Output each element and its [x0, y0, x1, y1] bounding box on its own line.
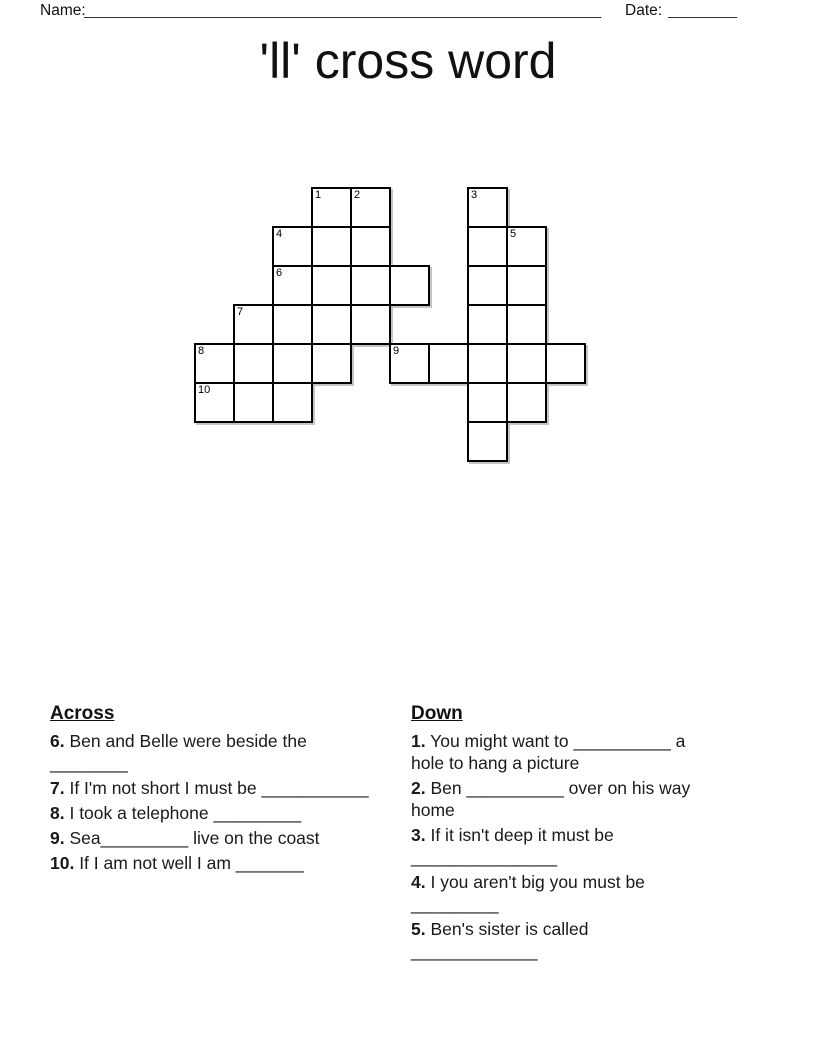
clue-number: 8. — [50, 803, 65, 823]
grid-cell[interactable] — [233, 304, 274, 345]
down-clue-item — [411, 777, 709, 821]
down-clue-item — [411, 871, 709, 915]
grid-cell[interactable] — [233, 343, 274, 384]
grid-cell[interactable] — [467, 187, 508, 228]
grid-cell[interactable] — [350, 304, 391, 345]
clue-text: Ben and Belle were beside the ________ — [50, 731, 307, 773]
across-clue-item — [50, 802, 372, 824]
name-label: Name: — [40, 2, 86, 19]
worksheet-title: 'll' cross word — [259, 33, 557, 89]
cell-number: 8 — [198, 345, 205, 357]
clue-text: If it isn't deep it must be _______________ — [411, 825, 614, 867]
grid-cell[interactable] — [350, 187, 391, 228]
cell-number: 10 — [198, 384, 211, 396]
clue-number: 5. — [411, 919, 426, 939]
clue-text: I took a telephone _________ — [64, 803, 302, 823]
grid-cell[interactable] — [272, 226, 313, 267]
date-label: Date: — [625, 2, 663, 19]
grid-cell[interactable] — [506, 304, 547, 345]
down-clues-section — [411, 703, 709, 965]
cell-number: 7 — [237, 306, 244, 318]
grid-cell[interactable] — [467, 382, 508, 423]
grid-cell[interactable] — [311, 304, 352, 345]
grid-cell[interactable] — [272, 343, 313, 384]
clue-text: You might want to __________ a hole to hang a picture — [411, 731, 686, 773]
cell-number: 5 — [510, 228, 517, 240]
down-clue-item — [411, 730, 709, 774]
clue-number: 1. — [411, 731, 426, 751]
across-clue-item — [50, 852, 372, 874]
grid-cell[interactable] — [389, 343, 430, 384]
clue-text: If I am not well I am _______ — [74, 853, 304, 873]
grid-cell[interactable] — [506, 343, 547, 384]
grid-cell[interactable] — [311, 265, 352, 306]
clue-text: Ben __________ over on his way home — [411, 778, 691, 820]
down-clue-item — [411, 918, 709, 962]
clue-number: 9. — [50, 828, 65, 848]
crossword-grid — [194, 187, 588, 464]
across-clue-item — [50, 730, 372, 774]
grid-cell[interactable] — [194, 382, 235, 423]
grid-cell[interactable] — [467, 343, 508, 384]
clue-text: Sea_________ live on the coast — [64, 828, 320, 848]
clue-text: I you aren't big you must be _________ — [411, 872, 645, 914]
grid-cell[interactable] — [311, 226, 352, 267]
date-blank-line[interactable]: ________ — [668, 2, 737, 19]
clue-number: 2. — [411, 778, 426, 798]
down-clue-list — [411, 730, 709, 962]
across-clues-section — [50, 703, 372, 877]
grid-cell[interactable] — [506, 382, 547, 423]
down-heading: Down — [411, 703, 463, 724]
cell-number: 6 — [276, 267, 283, 279]
down-clue-item — [411, 824, 709, 868]
grid-cell[interactable] — [350, 265, 391, 306]
cell-number: 4 — [276, 228, 283, 240]
grid-cell[interactable] — [272, 304, 313, 345]
across-clue-item — [50, 777, 372, 799]
clue-number: 7. — [50, 778, 65, 798]
grid-cell[interactable] — [311, 343, 352, 384]
grid-cell[interactable] — [467, 304, 508, 345]
grid-cell[interactable] — [233, 382, 274, 423]
clue-number: 3. — [411, 825, 426, 845]
cell-number: 9 — [393, 345, 400, 357]
clue-number: 10. — [50, 853, 75, 873]
clue-text: If I'm not short I must be ___________ — [64, 778, 369, 798]
grid-cell[interactable] — [194, 343, 235, 384]
across-heading: Across — [50, 703, 115, 724]
cell-number: 2 — [354, 189, 361, 201]
grid-cell[interactable] — [272, 382, 313, 423]
grid-cell[interactable] — [506, 226, 547, 267]
grid-cell[interactable] — [545, 343, 586, 384]
cell-number: 3 — [471, 189, 478, 201]
across-clue-list — [50, 730, 372, 874]
across-clue-item — [50, 827, 372, 849]
grid-cell[interactable] — [506, 265, 547, 306]
cell-number: 1 — [315, 189, 322, 201]
grid-cell[interactable] — [350, 226, 391, 267]
grid-cell[interactable] — [428, 343, 469, 384]
clue-number: 6. — [50, 731, 65, 751]
grid-cell[interactable] — [467, 421, 508, 462]
grid-cell[interactable] — [272, 265, 313, 306]
grid-cell[interactable] — [467, 265, 508, 306]
clue-number: 4. — [411, 872, 426, 892]
clue-text: Ben's sister is called _____________ — [411, 919, 589, 961]
grid-cell[interactable] — [389, 265, 430, 306]
name-blank-line[interactable]: ____________________________________________________________ — [84, 2, 602, 19]
grid-cell[interactable] — [467, 226, 508, 267]
grid-cell[interactable] — [311, 187, 352, 228]
